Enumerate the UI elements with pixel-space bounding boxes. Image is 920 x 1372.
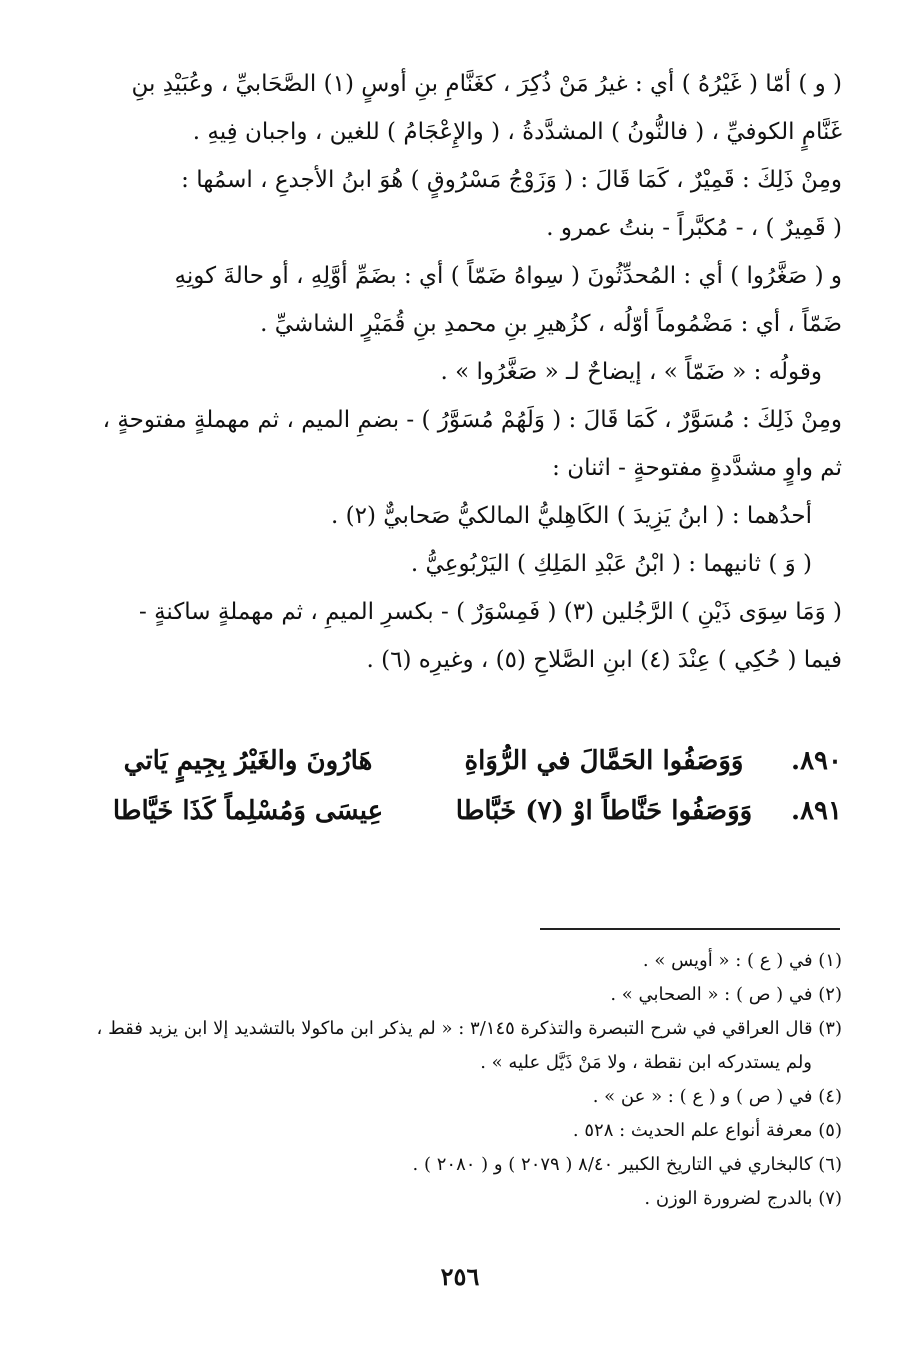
main-text <box>70 60 842 684</box>
text-line: ( وَ ) ثانيهما : ( ابْنُ عَبْدِ المَلِكِ ) اليَرْبُوعِيُّ . <box>410 551 812 577</box>
verse-line <box>70 786 842 836</box>
footnote: (٧) بالدرج لضرورة الوزن . <box>644 1188 842 1209</box>
text-line: غَنَّامٍ الكوفيِّ ، ( فالنُّونُ ) المشدَّدةُ ، ( والإِعْجَامُ ) للغين ، واجبان فِيهِ . <box>192 119 842 145</box>
verse-number: ٨٩١. <box>791 796 842 826</box>
footnote: (٦) كالبخاري في التاريخ الكبير ٨/٤٠ ( ٢٠٧٩ ) و ( ٢٠٨٠ ) . <box>412 1154 842 1175</box>
footnotes <box>70 944 842 1216</box>
text-line: ( قَمِيرٌ ) ، - مُكبَّراً - بنتُ عمرو . <box>546 215 842 241</box>
text-line: وقولُه : « ضَمّاً » ، إيضاحٌ لـ « صَغَّرُوا » . <box>440 359 822 385</box>
footnote: (١) في ( ع ) : « أويس » . <box>642 950 842 971</box>
text-line: ( وَمَا سِوَى ذَيْنِ ) الرَّجُلين (٣) ( فَمِسْوَرٌ ) - بكسرِ الميمِ ، ثم مهملةٍ ساكنةٍ - <box>139 599 842 625</box>
footnote: (٣) قال العراقي في شرح التبصرة والتذكرة ٣/١٤٥ : « لم يذكر ابن ماكولا بالتشديد إلا ابن يزيد فقط ، <box>96 1018 842 1039</box>
text-line: أحدُهما : ( ابنُ يَزِيدَ ) الكَاهِليُّ المالكيُّ صَحابيٌّ (٢) . <box>331 503 812 529</box>
text-line: ثم واوٍ مشدَّدةٍ مفتوحةٍ - اثنان : <box>552 455 842 481</box>
footnote: (٥) معرفة أنواع علم الحديث : ٥٢٨ . <box>572 1120 842 1141</box>
verse-hemistich-first: وَوَصَفُوا الحَمَّالَ في الرُّوَاةِ <box>464 746 744 776</box>
text-line: و ( صَغَّرُوا ) أي : المُحدِّثُونَ ( سِواهُ ضَمّاً ) أي : بضَمِّ أوَّلِهِ ، أو حالةَ كونِهِ <box>174 263 842 289</box>
verse-hemistich-second: هَارُونَ والغَيْرُ بِجِيمٍ يَاتي <box>123 746 373 776</box>
footnote-continuation: ولم يستدركه ابن نقطة ، ولا مَنْ ذَيَّل عليه » . <box>480 1052 812 1073</box>
text-line: فيما ( حُكِي ) عِنْدَ (٤) ابنِ الصَّلاحِ (٥) ، وغيرِه (٦) . <box>366 647 842 673</box>
text-line: ومِنْ ذَلِكَ : قَمِيْرٌ ، كَمَا قَالَ : ( وَزَوْجُ مَسْرُوقٍ ) هُوَ ابنُ الأجدعِ ، اسمُها : <box>181 167 842 193</box>
text-line: ومِنْ ذَلِكَ : مُسَوَّرٌ ، كَمَا قَالَ : ( وَلَهُمْ مُسَوَّرُ ) - بضمِ الميم ، ثم مهملةٍ مفتوحةٍ ، <box>102 407 842 433</box>
footnote-separator <box>540 928 840 930</box>
footnote: (٢) في ( ص ) : « الصحابي » . <box>610 984 842 1005</box>
text-line: ( و ) أمّا ( غَيْرُهُ ) أي : غيرُ مَنْ ذُكِرَ ، كغَنَّامِ بنِ أوسٍ (١) الصَّحَابيِّ ، وعُبَيْدِ بنِ <box>131 71 842 97</box>
verse-hemistich-second: عِيسَى وَمُسْلِماً كَذَا خَيَّاطا <box>112 796 384 826</box>
page-number: ٢٥٦ <box>440 1262 480 1291</box>
verse-line <box>70 736 842 786</box>
poem-verses <box>70 736 842 836</box>
verse-number: ٨٩٠. <box>791 746 842 776</box>
text-line: ضَمّاً ، أي : مَضْمُوماً أوّلُه ، كزُهيرِ بنِ محمدِ بنِ قُمَيْرٍ الشاشيِّ . <box>260 311 842 337</box>
footnote: (٤) في ( ص ) و ( ع ) : « عن » . <box>592 1086 842 1107</box>
verse-hemistich-first: وَوَصَفُوا حَنَّاطاً اوْ (٧) خَبَّاطا <box>455 796 753 826</box>
